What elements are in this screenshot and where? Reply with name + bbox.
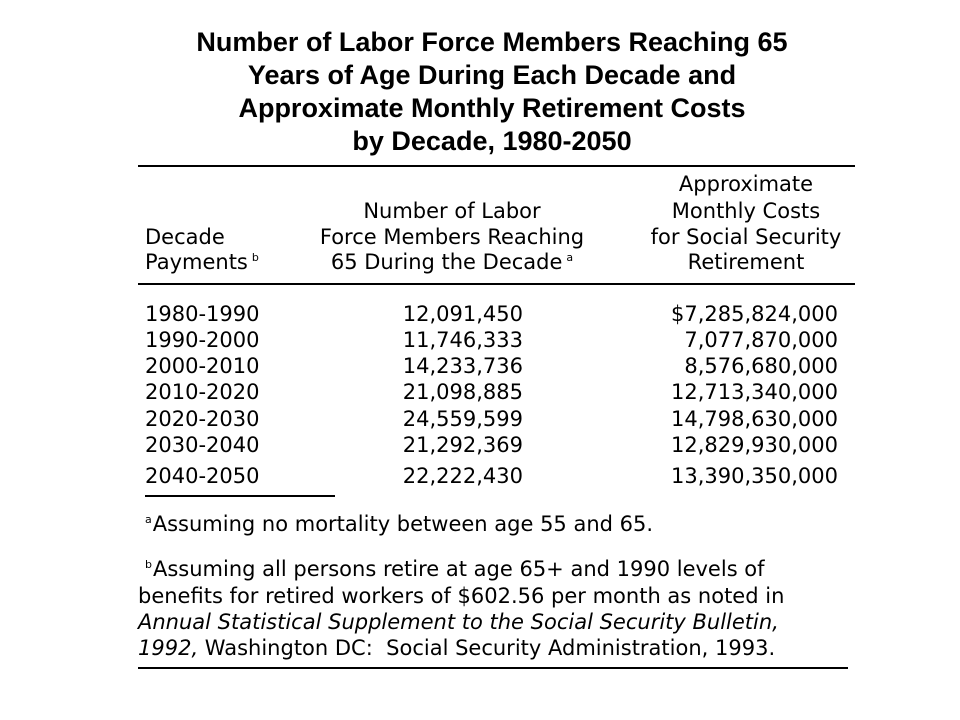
table-top-rule [138, 165, 855, 167]
row-costs: 12,829,930,000 [671, 433, 838, 457]
footnote-b-citation-year: 1992, [138, 636, 199, 660]
row-costs: 8,576,680,000 [684, 354, 838, 378]
row-costs: 12,713,340,000 [671, 380, 838, 404]
row-decade: 1980-1990 [145, 302, 260, 326]
footnote-b-line: benefits for retired workers of $602.56 per month as noted in [138, 584, 785, 608]
row-decade: 2000-2010 [145, 354, 260, 378]
header-decade-label: Payments [145, 250, 248, 274]
header-costs-line: Approximate [678, 172, 814, 196]
row-decade: 2040-2050 [145, 464, 260, 488]
footnote-b-citation-title: Annual Statistical Supplement to the Social Security Bulletin, [138, 610, 779, 634]
header-members-line: Force Members Reaching [319, 225, 585, 249]
header-decade-line-with-note [145, 250, 259, 274]
row-members: 11,746,333 [402, 328, 523, 352]
title-line: by Decade, 1980-2050 [352, 126, 632, 156]
row-decade: 2030-2040 [145, 433, 260, 457]
footnote-b-citation-line [138, 636, 775, 660]
footnote-b-text: Assuming all persons retire at age 65+ and 1990 levels of [152, 557, 765, 581]
slide-title [92, 26, 892, 158]
header-members-line: Number of Labor [363, 199, 541, 223]
header-decade-line: Decade [145, 225, 225, 249]
row-members: 12,091,450 [402, 302, 523, 326]
row-decade: 2010-2020 [145, 380, 260, 404]
footnote-b-citation-publisher: Washington DC: Social Security Administration, 1993. [198, 636, 776, 660]
row-members: 14,233,736 [402, 354, 523, 378]
footnote-marker-b: b [251, 251, 259, 264]
footnote-a-marker: a [145, 513, 152, 526]
header-members-label: 65 During the Decade [330, 250, 563, 274]
row-costs: 13,390,350,000 [671, 464, 838, 488]
header-costs-line: Retirement [687, 250, 805, 274]
title-line: Years of Age During Each Decade and [247, 60, 737, 90]
row-members: 22,222,430 [402, 464, 523, 488]
row-decade: 2020-2030 [145, 407, 260, 431]
header-costs-line: Monthly Costs [671, 199, 821, 223]
title-line: Approximate Monthly Retirement Costs [238, 93, 746, 123]
footnote-separator [145, 495, 335, 497]
footnote-b-marker: b [145, 558, 152, 571]
row-costs: 7,077,870,000 [684, 328, 838, 352]
footnote-a [145, 512, 653, 536]
row-decade: 1990-2000 [145, 328, 260, 352]
header-costs-line: for Social Security [650, 225, 842, 249]
row-members: 21,292,369 [402, 433, 523, 457]
header-rule [138, 283, 855, 285]
header-members-line-with-note [302, 250, 602, 274]
row-members: 24,559,599 [402, 407, 523, 431]
row-members: 21,098,885 [402, 380, 523, 404]
footnote-a-text: Assuming no mortality between age 55 and 65. [152, 512, 654, 536]
title-line: Number of Labor Force Members Reaching 65 [196, 27, 788, 57]
row-costs: $7,285,824,000 [671, 302, 838, 326]
row-costs: 14,798,630,000 [671, 407, 838, 431]
footnote-marker-a: a [566, 251, 574, 264]
bottom-rule [138, 667, 848, 669]
footnote-b-line [145, 557, 765, 581]
